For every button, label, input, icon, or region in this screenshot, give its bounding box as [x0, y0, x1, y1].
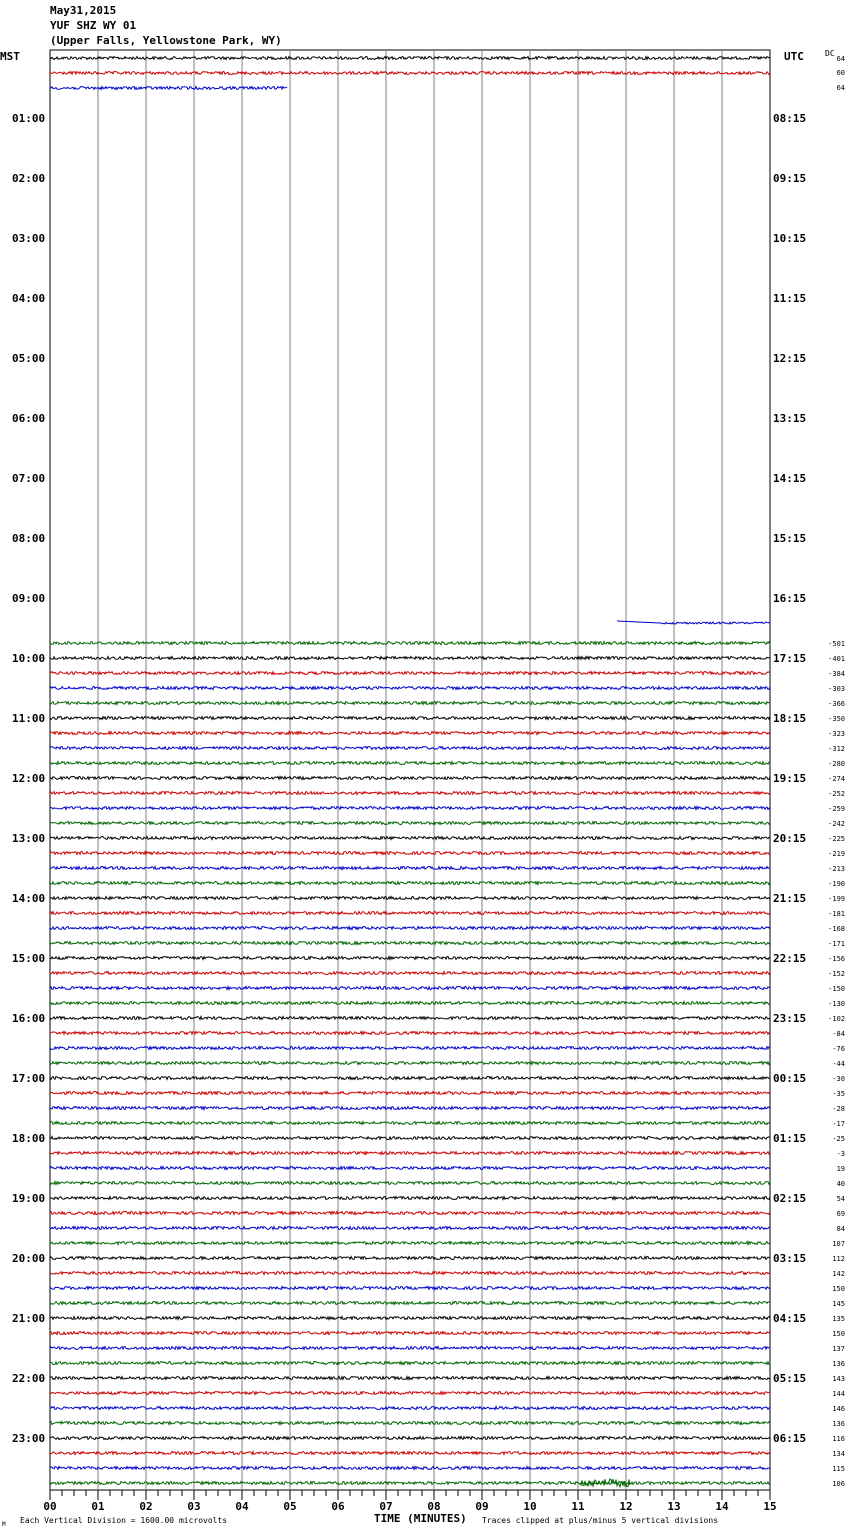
dc-offset: 69 — [836, 1210, 845, 1218]
right-hour-label: 16:15 — [773, 592, 807, 605]
left-timezone-label: MST — [0, 50, 20, 63]
dc-offset: 40 — [836, 1180, 845, 1188]
clip-note: Traces clipped at plus/minus 5 vertical divisions — [482, 1516, 719, 1525]
corner-mark: M — [2, 1521, 6, 1528]
right-hour-label: 00:15 — [773, 1072, 807, 1085]
dc-offset: 135 — [832, 1315, 845, 1323]
left-hour-label: 07:00 — [12, 472, 46, 485]
right-hour-label: 01:15 — [773, 1132, 807, 1145]
seismic-trace — [50, 1122, 770, 1125]
right-hour-label: 17:15 — [773, 652, 807, 665]
dc-offset: 60 — [836, 69, 845, 77]
dc-offset: 112 — [832, 1255, 845, 1263]
left-hour-label: 06:00 — [12, 412, 46, 425]
seismic-trace — [50, 1407, 770, 1410]
dc-offset: 19 — [836, 1165, 845, 1173]
dc-offset: -102 — [828, 1015, 845, 1023]
left-hour-label: 02:00 — [12, 172, 46, 185]
seismic-trace — [50, 897, 770, 900]
seismic-trace — [50, 657, 770, 660]
right-hour-label: 18:15 — [773, 712, 807, 725]
seismic-trace — [50, 1167, 770, 1170]
right-hour-label: 22:15 — [773, 952, 807, 965]
right-hour-label: 10:15 — [773, 232, 807, 245]
seismic-trace — [50, 687, 770, 690]
x-axis-title: TIME (MINUTES) — [374, 1512, 467, 1525]
right-hour-label: 02:15 — [773, 1192, 807, 1205]
seismic-trace — [50, 1047, 770, 1050]
seismic-trace — [50, 1317, 770, 1320]
dc-offset: -150 — [828, 985, 845, 993]
right-hour-label: 04:15 — [773, 1312, 807, 1325]
dc-offset: -274 — [828, 775, 845, 783]
dc-offset: -384 — [828, 670, 845, 678]
scale-note: Each Vertical Division = 1600.00 microvolts — [20, 1516, 228, 1525]
right-timezone-label: UTC — [784, 50, 804, 63]
x-tick-label: 13 — [667, 1500, 681, 1513]
dc-offset: -84 — [832, 1030, 845, 1038]
left-hour-label: 09:00 — [12, 592, 46, 605]
dc-offset: 142 — [832, 1270, 845, 1278]
seismic-trace — [50, 852, 770, 855]
right-hour-label: 19:15 — [773, 772, 807, 785]
seismic-trace — [50, 732, 770, 735]
left-hour-label: 01:00 — [12, 112, 46, 125]
dc-offset: -312 — [828, 745, 845, 753]
x-tick-label: 02 — [139, 1500, 153, 1513]
dc-offset: -168 — [828, 925, 845, 933]
right-hour-label: 09:15 — [773, 172, 807, 185]
x-tick-label: 05 — [283, 1500, 297, 1513]
x-tick-label: 12 — [619, 1500, 633, 1513]
seismic-trace — [50, 1032, 770, 1035]
left-hour-label: 15:00 — [12, 952, 46, 965]
dc-offset: -76 — [832, 1045, 845, 1053]
dc-offset: -501 — [828, 640, 845, 648]
left-hour-label: 08:00 — [12, 532, 46, 545]
right-hour-label: 11:15 — [773, 292, 807, 305]
dc-offset: -350 — [828, 715, 845, 723]
seismic-trace — [50, 1077, 770, 1080]
right-hour-label: 20:15 — [773, 832, 807, 845]
dc-offset: 150 — [832, 1330, 845, 1338]
seismic-trace — [50, 777, 770, 780]
seismic-trace — [50, 1467, 770, 1470]
seismic-trace — [50, 1212, 770, 1215]
dc-offset: -219 — [828, 850, 845, 858]
x-tick-label: 03 — [187, 1500, 201, 1513]
seismic-trace — [50, 1227, 770, 1230]
dc-offset: 54 — [836, 1195, 845, 1203]
x-tick-label: 10 — [523, 1500, 537, 1513]
seismic-trace — [50, 672, 770, 675]
seismic-trace — [50, 822, 770, 825]
dc-offset: 150 — [832, 1285, 845, 1293]
dc-offset: -44 — [832, 1060, 845, 1068]
x-tick-label: 15 — [763, 1500, 777, 1513]
dc-offset: 84 — [836, 1225, 845, 1233]
x-tick-label: 06 — [331, 1500, 345, 1513]
dc-offset: -30 — [832, 1075, 845, 1083]
seismic-trace — [50, 1347, 770, 1350]
dc-offset: 143 — [832, 1375, 845, 1383]
seismic-trace — [50, 702, 770, 705]
dc-label: DC — [825, 49, 835, 58]
seismic-trace — [50, 642, 770, 645]
dc-offset: -130 — [828, 1000, 845, 1008]
dc-offset: 137 — [832, 1345, 845, 1353]
left-hour-label: 05:00 — [12, 352, 46, 365]
x-tick-label: 11 — [571, 1500, 585, 1513]
x-tick-label: 07 — [379, 1500, 393, 1513]
dc-offset: 136 — [832, 1420, 845, 1428]
dc-offset: -35 — [832, 1090, 845, 1098]
right-hour-label: 05:15 — [773, 1372, 807, 1385]
date-label: May31,2015 — [50, 4, 117, 17]
seismic-trace — [50, 927, 770, 930]
dc-offset: -242 — [828, 820, 845, 828]
left-hour-label: 03:00 — [12, 232, 46, 245]
dc-offset: -401 — [828, 655, 845, 663]
seismic-trace — [50, 987, 770, 990]
dc-offset: -156 — [828, 955, 845, 963]
dc-offset: 115 — [832, 1465, 845, 1473]
left-hour-label: 21:00 — [12, 1312, 46, 1325]
x-tick-label: 09 — [475, 1500, 489, 1513]
x-tick-label: 00 — [43, 1500, 57, 1513]
seismic-trace — [50, 1152, 770, 1155]
seismic-trace — [50, 717, 770, 720]
left-hour-label: 12:00 — [12, 772, 46, 785]
x-tick-label: 04 — [235, 1500, 249, 1513]
seismic-trace — [50, 1062, 770, 1065]
seismic-trace — [50, 1137, 770, 1140]
left-hour-label: 19:00 — [12, 1192, 46, 1205]
right-hour-label: 08:15 — [773, 112, 807, 125]
dc-offset: -17 — [832, 1120, 845, 1128]
seismic-trace — [50, 1092, 770, 1095]
location-label: (Upper Falls, Yellowstone Park, WY) — [50, 34, 282, 47]
seismic-trace — [50, 1002, 770, 1005]
seismic-trace — [50, 1287, 770, 1290]
seismic-trace — [617, 621, 660, 623]
dc-offset: 144 — [832, 1390, 845, 1398]
dc-offset: -213 — [828, 865, 845, 873]
seismic-trace — [660, 622, 770, 624]
station-label: YUF SHZ WY 01 — [50, 19, 137, 32]
dc-offset: -152 — [828, 970, 845, 978]
right-hour-label: 03:15 — [773, 1252, 807, 1265]
dc-offset: -181 — [828, 910, 845, 918]
right-hour-label: 21:15 — [773, 892, 807, 905]
seismic-trace — [50, 1197, 770, 1200]
seismic-trace — [50, 1377, 770, 1380]
seismic-trace — [50, 882, 770, 885]
left-hour-label: 23:00 — [12, 1432, 46, 1445]
dc-offset: 134 — [832, 1450, 845, 1458]
seismic-trace — [50, 912, 770, 915]
right-hour-label: 23:15 — [773, 1012, 807, 1025]
right-hour-label: 15:15 — [773, 532, 807, 545]
dc-offset: -323 — [828, 730, 845, 738]
dc-offset: 64 — [836, 84, 845, 92]
left-hour-label: 14:00 — [12, 892, 46, 905]
left-hour-label: 18:00 — [12, 1132, 46, 1145]
dc-offset: -199 — [828, 895, 845, 903]
x-tick-label: 01 — [91, 1500, 105, 1513]
seismic-trace — [50, 1272, 770, 1275]
right-hour-label: 13:15 — [773, 412, 807, 425]
seismic-trace — [50, 747, 770, 750]
seismic-trace — [50, 1362, 770, 1365]
dc-offset: -3 — [836, 1150, 845, 1158]
x-tick-label: 14 — [715, 1500, 729, 1513]
seismic-trace — [50, 1182, 770, 1185]
dc-offset: -366 — [828, 700, 845, 708]
seismic-trace — [50, 837, 770, 840]
left-hour-label: 11:00 — [12, 712, 46, 725]
seismic-trace — [50, 1392, 770, 1395]
left-hour-label: 22:00 — [12, 1372, 46, 1385]
left-hour-label: 16:00 — [12, 1012, 46, 1025]
dc-offset: 136 — [832, 1360, 845, 1368]
right-hour-label: 14:15 — [773, 472, 807, 485]
seismic-trace — [50, 762, 770, 765]
dc-offset: 106 — [832, 1480, 845, 1488]
left-hour-label: 20:00 — [12, 1252, 46, 1265]
seismic-trace — [50, 972, 770, 975]
x-tick-label: 08 — [427, 1500, 441, 1513]
dc-offset: -225 — [828, 835, 845, 843]
dc-offset: -259 — [828, 805, 845, 813]
seismic-trace — [50, 957, 770, 960]
dc-offset: -303 — [828, 685, 845, 693]
dc-offset: -171 — [828, 940, 845, 948]
seismic-trace — [50, 87, 287, 90]
dc-offset: -190 — [828, 880, 845, 888]
seismic-trace — [50, 1437, 770, 1440]
left-hour-label: 13:00 — [12, 832, 46, 845]
seismic-trace — [50, 1332, 770, 1335]
dc-offset: -25 — [832, 1135, 845, 1143]
seismic-trace — [50, 1242, 770, 1245]
seismic-trace — [50, 1017, 770, 1020]
seismic-trace — [50, 72, 770, 75]
seismic-trace — [50, 1257, 770, 1260]
left-hour-label: 17:00 — [12, 1072, 46, 1085]
seismic-trace — [50, 867, 770, 870]
dc-offset: -252 — [828, 790, 845, 798]
dc-offset: -28 — [832, 1105, 845, 1113]
left-hour-label: 10:00 — [12, 652, 46, 665]
seismic-trace — [50, 792, 770, 795]
seismic-trace — [50, 1302, 770, 1305]
dc-offset: 107 — [832, 1240, 845, 1248]
seismic-trace — [50, 942, 770, 945]
seismic-trace — [50, 1422, 770, 1425]
dc-offset: 146 — [832, 1405, 845, 1413]
right-hour-label: 12:15 — [773, 352, 807, 365]
seismic-trace — [50, 1482, 770, 1485]
seismic-trace — [50, 57, 770, 60]
right-hour-label: 06:15 — [773, 1432, 807, 1445]
dc-offset: 145 — [832, 1300, 845, 1308]
seismic-trace — [50, 1452, 770, 1455]
seismic-trace — [50, 1107, 770, 1110]
dc-offset: -280 — [828, 760, 845, 768]
dc-offset: 64 — [836, 55, 845, 63]
left-hour-label: 04:00 — [12, 292, 46, 305]
dc-offset: 116 — [832, 1435, 845, 1443]
seismic-trace — [50, 807, 770, 810]
